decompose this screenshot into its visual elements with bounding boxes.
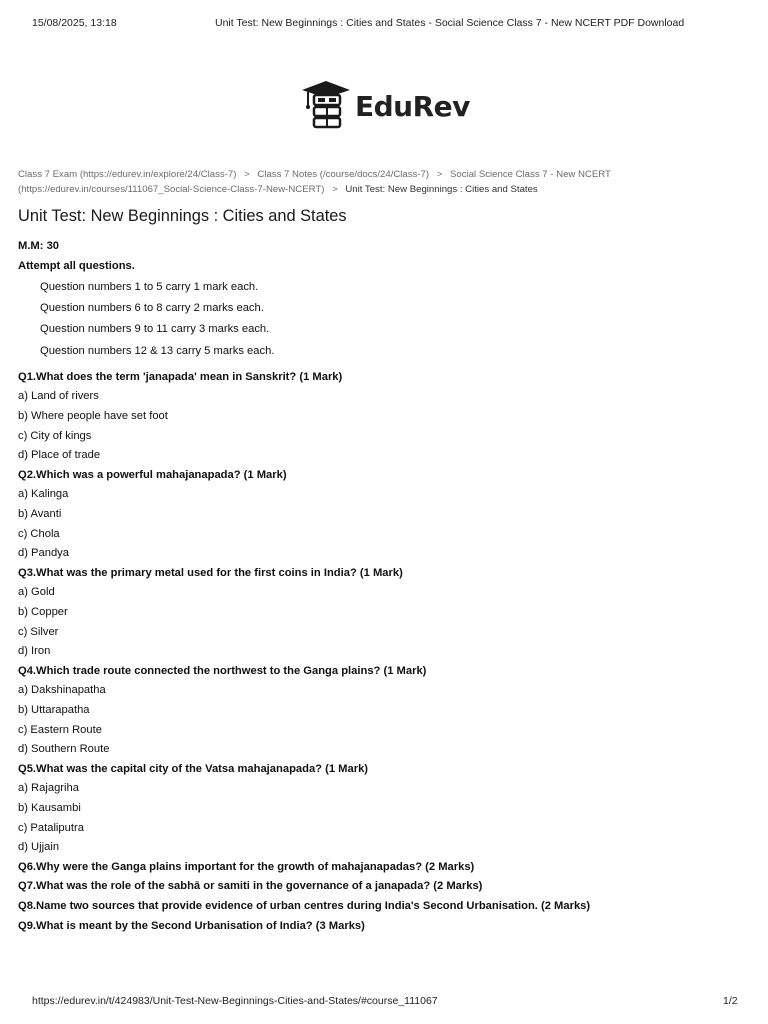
option-a: a) Land of rivers (18, 390, 99, 403)
edurev-logo[interactable] (290, 72, 482, 138)
print-header (0, 17, 768, 31)
breadcrumb-item-social-science[interactable]: Social Science Class 7 - New NCERT (450, 169, 611, 180)
question-q1 (18, 368, 738, 466)
option-b: b) Uttarapatha (18, 703, 90, 716)
question-q2 (18, 466, 738, 564)
instruction-item: Question numbers 6 to 8 carry 2 marks each. (40, 301, 264, 314)
breadcrumb-separator: > (436, 169, 443, 180)
question-q6: Q6.Why were the Ganga plains important for the growth of mahajanapadas? (2 Marks) (18, 860, 475, 873)
instruction-item: Question numbers 9 to 11 carry 3 marks each. (40, 323, 270, 336)
question-text: Q3.What was the primary metal used for the first coins in India? (1 Mark) (18, 566, 403, 579)
breadcrumb-separator: > (332, 184, 338, 195)
print-document-title: Unit Test: New Beginnings : Cities and States - Social Science Class 7 - New NCERT PDF Download (215, 17, 685, 29)
option-b: b) Kausambi (18, 801, 81, 814)
breadcrumb (18, 167, 658, 197)
question-q5 (18, 760, 738, 858)
breadcrumb-current: Unit Test: New Beginnings : Cities and States (345, 184, 538, 195)
option-d: d) Pandya (18, 547, 69, 560)
print-datetime: 15/08/2025, 13:18 (32, 17, 117, 29)
breadcrumb-item-class7-notes[interactable]: Class 7 Notes (/course/docs/24/Class-7) (257, 169, 430, 180)
option-a: a) Rajagriha (18, 782, 79, 795)
question-q3 (18, 564, 738, 662)
option-a: a) Kalinga (18, 488, 69, 501)
breadcrumb-item-class7-exam[interactable]: Class 7 Exam (https://edurev.in/explore/24/Class-7) (18, 169, 237, 180)
logo-text: EduRev (355, 90, 470, 123)
page-title: Unit Test: New Beginnings : Cities and States (18, 207, 347, 225)
print-footer-url: https://edurev.in/t/424983/Unit-Test-New-Beginnings-Cities-and-States/#course_111067 (32, 995, 438, 1007)
question-q9: Q9.What is meant by the Second Urbanisation of India? (3 Marks) (18, 919, 365, 932)
question-q7: Q7.What was the role of the sabhā or samiti in the governance of a janapada? (2 Marks) (18, 880, 483, 893)
option-c: c) Chola (18, 527, 60, 540)
graduation-cap-books-icon (298, 78, 350, 130)
option-d: d) Southern Route (18, 743, 110, 756)
instruction-list (18, 277, 738, 362)
option-c: c) Eastern Route (18, 723, 102, 736)
option-c: c) Silver (18, 625, 59, 638)
breadcrumb-item-social-science-url[interactable]: (https://edurev.in/courses/111067_Social-Science-Class-7-New-NCERT) (18, 184, 325, 195)
question-text: Q1.What does the term 'janapada' mean in Sanskrit? (1 Mark) (18, 370, 343, 383)
attempt-instruction: Attempt all questions. (18, 259, 135, 272)
instruction-item: Question numbers 1 to 5 carry 1 mark each. (40, 280, 259, 293)
breadcrumb-separator: > (244, 169, 250, 180)
option-b: b) Avanti (18, 508, 62, 521)
option-b: b) Copper (18, 606, 68, 618)
option-a: a) Gold (18, 586, 55, 599)
option-c: c) City of kings (18, 429, 92, 442)
option-b: b) Where people have set foot (18, 410, 168, 423)
question-text: Q2.Which was a powerful mahajanapada? (1 Mark) (18, 468, 287, 481)
max-marks: M.M: 30 (18, 240, 60, 252)
option-d: d) Iron (18, 645, 51, 658)
question-text: Q4.Which trade route connected the northwest to the Ganga plains? (1 Mark) (18, 664, 427, 677)
option-a: a) Dakshinapatha (18, 684, 106, 697)
question-text: Q5.What was the capital city of the Vatsa mahajanapada? (1 Mark) (18, 762, 369, 775)
option-c: c) Pataliputra (18, 821, 84, 834)
question-q4 (18, 662, 738, 760)
test-content (18, 237, 738, 936)
instruction-item: Question numbers 12 & 13 carry 5 marks each. (40, 344, 275, 357)
question-q8: Q8.Name two sources that provide evidence of urban centres during India's Second Urbanisation. (2 Marks) (18, 899, 591, 912)
option-d: d) Place of trade (18, 449, 101, 462)
page-number: 1/2 (723, 995, 738, 1007)
option-d: d) Ujjain (18, 841, 60, 854)
